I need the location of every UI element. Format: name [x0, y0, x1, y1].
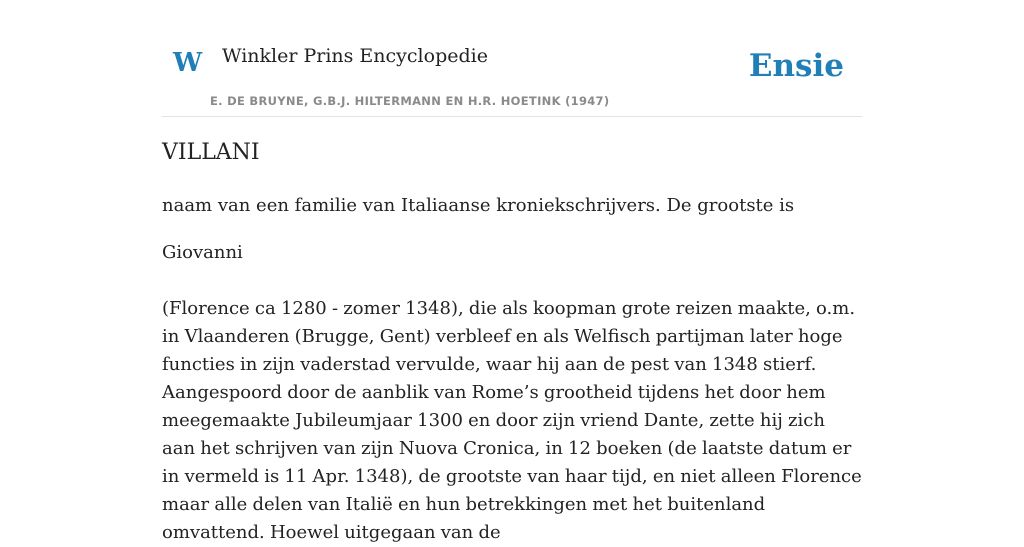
article-page	[162, 0, 862, 543]
winkler-prins-logo[interactable]: W	[173, 48, 203, 78]
entry-intro: naam van een familie van Italiaanse kroniekschrijvers. De grootste is	[162, 195, 795, 216]
article-header	[162, 0, 862, 117]
entry-subhead: Giovanni	[162, 242, 243, 263]
source-authors: E. DE BRUYNE, G.B.J. HILTERMANN EN H.R. HOETINK (1947)	[210, 94, 610, 108]
entry-body: (Florence ca 1280 - zomer 1348), die als koopman grote reizen maakte, o.m. in Vlaanderen (Brugge, Gent) verbleef en als Welfisch partijman later hoge functies in zijn vaderstad vervulde, waar hij aan de pest van 1348 stierf. Aangespoord door de aanblik van Rome’s grootheid tijdens het door hem meegemaakte Jubileumjaar 1300 en door zijn vriend Dante, zette hij zich aan het schrijven van zijn Nuova Cronica, in 12 boeken (de laatste datum er in vermeld is 11 Apr. 1348), de grootste van haar tijd, en niet alleen Florence maar alle delen van Italië en hun betrekkingen met het buitenland omvattend. Hoewel uitgegaan van de	[162, 298, 862, 543]
entry-title: VILLANI	[162, 140, 260, 165]
source-title[interactable]: Winkler Prins Encyclopedie	[222, 45, 488, 67]
ensie-logo[interactable]: Ensie	[748, 48, 844, 84]
